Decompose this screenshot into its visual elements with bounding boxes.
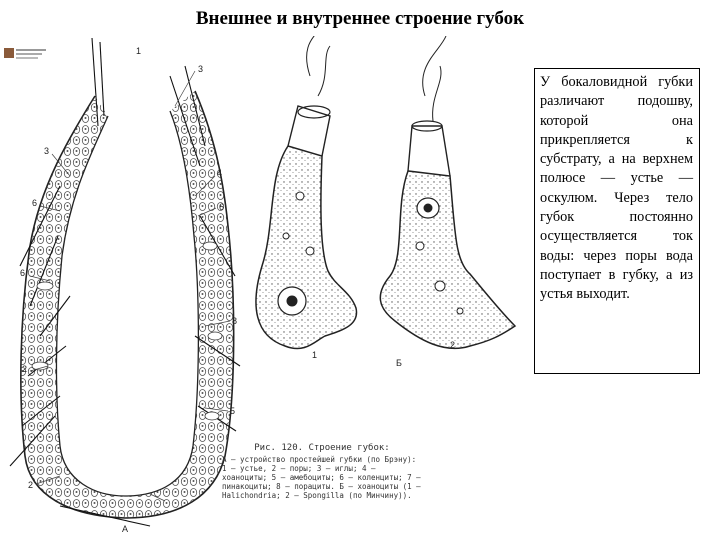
label-b-1: 1 xyxy=(312,350,318,360)
label-a-2-bottom: 2 xyxy=(28,480,34,490)
label-a-5: 5 xyxy=(230,406,236,416)
description-text: У бокаловидной губки различают подошву, которой она прикрепляется к субстрату, а на верхнем полюсе — устье — оскулюм. Через тело губок постоянно осуществляется ток воды: через поры вода поступает в губку, а из устья выходит. xyxy=(540,74,693,303)
label-a-6-right: 6 xyxy=(219,202,225,212)
description-box xyxy=(534,68,700,374)
slide-title: Внешнее и внутреннее строение губок xyxy=(195,8,525,29)
label-b-letter: Б xyxy=(396,358,402,368)
label-a-1: 1 xyxy=(136,46,142,56)
label-a-2-left: 2 xyxy=(22,364,28,374)
caption-text: А – устройство простейшей губки (по Брэну): 1 – устье, 2 – поры; 3 – иглы; 4 – хоаноциты; 5 – амебоциты; 6 – коленциты; 7 – пинакоциты; 8 – порациты. Б – хоаноциты (1 – Halichondria; 2 – Spongilla (по Минчину)). xyxy=(222,455,421,500)
label-a-6-mid: 6 xyxy=(20,268,26,278)
label-a-6-left: 6 xyxy=(32,198,38,208)
label-a-letter: А xyxy=(122,524,129,534)
label-a-4: 4 xyxy=(217,168,223,178)
label-a-3-left: 3 xyxy=(44,146,50,156)
label-a-8: 8 xyxy=(232,316,238,326)
sponge-section-a xyxy=(10,38,240,526)
label-b-2: 2 xyxy=(450,340,456,350)
caption-title: Рис. 120. Строение губок: xyxy=(254,443,390,453)
choanocyte-1 xyxy=(256,36,357,349)
figure-caption xyxy=(222,444,422,500)
choanocyte-2 xyxy=(380,36,515,348)
label-a-3-top: 3 xyxy=(198,64,204,74)
